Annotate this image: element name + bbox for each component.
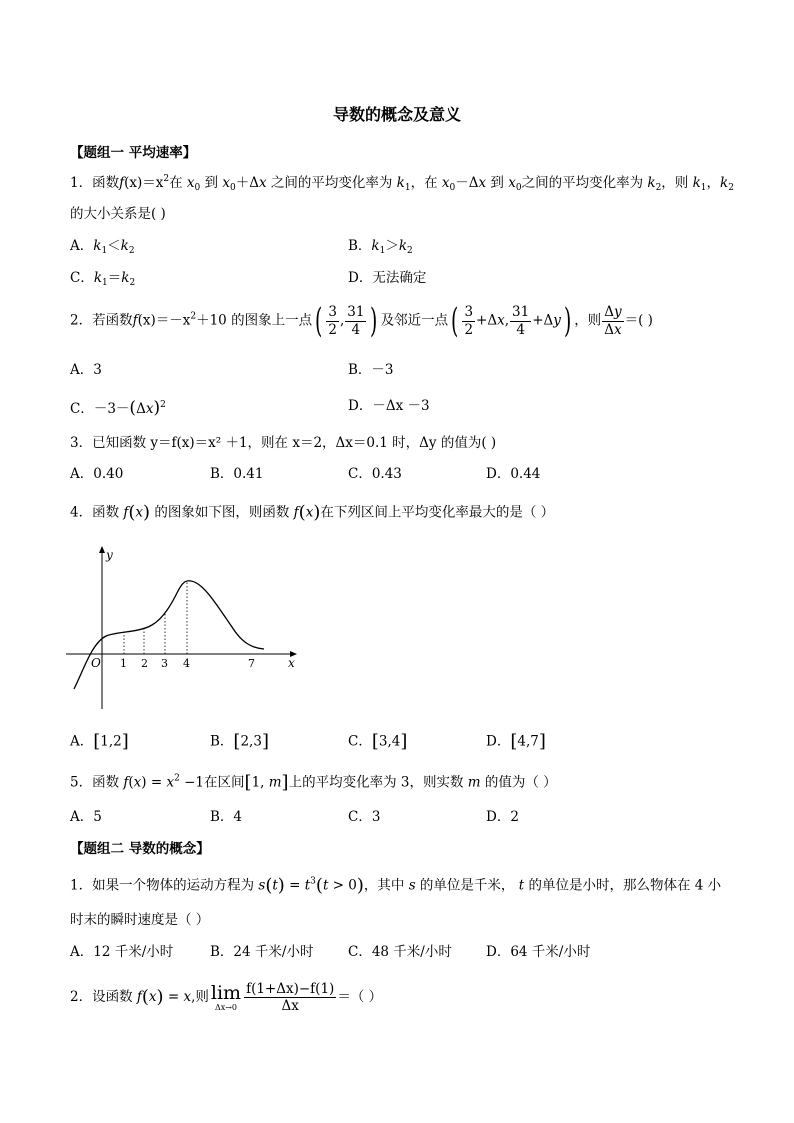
group-heading-1: 【题组一 平均速率】	[70, 145, 197, 161]
q4-stem: 4．函数 f(x) 的图象如下图，则函数 f(x)在下列区间上平均变化率最大的是（ ）	[70, 502, 555, 523]
q4-option-a: A．[1,2]	[70, 731, 129, 752]
q2-option-c: C．$-3-(\Delta x)^2$	[70, 398, 166, 418]
q5-option-d: D．2	[486, 809, 519, 825]
q1-stem-line2: 的大小关系是( )	[70, 206, 166, 222]
q3-option-a: A．0.40	[70, 466, 124, 482]
q2-option-d: D．－Δx －3	[348, 398, 430, 414]
tick-label-4: 4	[183, 657, 190, 670]
q3-option-d: D．0.44	[486, 466, 541, 482]
tick-label-1: 1	[120, 657, 127, 670]
g2-q1-option-b: B．24 千米/小时	[210, 944, 314, 960]
q2-option-a: A．3	[70, 362, 102, 378]
g2-q1-option-d: D．64 千米/小时	[486, 944, 591, 960]
q3-option-b: B．0.41	[210, 466, 264, 482]
tick-label-2: 2	[141, 657, 148, 670]
g2-q1-stem-line2: 时末的瞬时速度是（ ）	[70, 912, 210, 928]
tick-label-7: 7	[248, 657, 255, 670]
g2-q1-option-c: C．48 千米/小时	[348, 944, 452, 960]
g2-q1-option-a: A．12 千米/小时	[70, 944, 174, 960]
q5-option-b: B．4	[210, 809, 243, 825]
q2-option-b: B．－3	[348, 362, 394, 378]
function-graph	[66, 543, 306, 711]
x-axis-label: x	[288, 656, 295, 670]
q4-option-c: C．[3,4]	[348, 731, 408, 752]
page-title: 导数的概念及意义	[332, 105, 461, 124]
q5-stem: 5．函数 $f(x) = x^2 -1$在区间[1, m]上的平均变化率为 3，则实数 m 的值为（ ）	[70, 772, 557, 793]
q2-stem: 2．若函数$f(x)=-x^2+10$ 的图象上一点( $\frac{3}{2}$ , $\frac{31}{4}$ ) 及邻近一点( $\frac{3}{2}$ +Δx, $\frac{31}{4}$ +Δy) ，则 $\frac{\Delta y}{\Delta x}$ ＝( )	[70, 301, 653, 341]
q1-option-b: B．$k_1>k_2$	[348, 238, 413, 256]
q1-option-c: C．$k_1=k_2$	[70, 270, 136, 288]
tick-label-3: 3	[161, 657, 168, 670]
q1-stem: 1．函数$f(x)=x^2$在 $x_0$ 到 $x_0+\Delta x$ 之间的平均变化率为 $k_1$，在 $x_0-\Delta x$ 到 $x_0$之间的平均变化率为 $k_2$，则 $k_1$，$k_2$	[70, 174, 734, 193]
q5-option-a: A．5	[70, 809, 102, 825]
origin-label: O	[91, 656, 101, 670]
q5-option-c: C．3	[348, 809, 381, 825]
q1-option-a: A．$k_1<k_2$	[70, 238, 135, 256]
group-heading-2: 【题组二 导数的概念】	[70, 841, 210, 857]
q3-option-c: C．0.43	[348, 466, 402, 482]
q4-option-b: B．[2,3]	[210, 731, 269, 752]
q3-stem: 3．已知函数 y＝f(x)＝x² ＋1，则在 x＝2，Δx＝0.1 时，Δy 的值为( )	[70, 435, 497, 451]
g2-q2-stem: 2．设函数 f(x) = x,则 lim Δx→0 $\frac{f(1+\Delta x)-f(1)}{\Delta x}$ ＝（ ）	[70, 981, 383, 1015]
y-axis-label: y	[106, 548, 113, 562]
g2-q1-stem: 1．如果一个物体的运动方程为 $s(t) = t^3(t > 0)$，其中 s 的单位是千米， t 的单位是小时，那么物体在 4 小	[70, 875, 722, 896]
q1-option-d: D．无法确定	[348, 270, 427, 286]
q4-option-d: D．[4,7]	[486, 731, 546, 752]
